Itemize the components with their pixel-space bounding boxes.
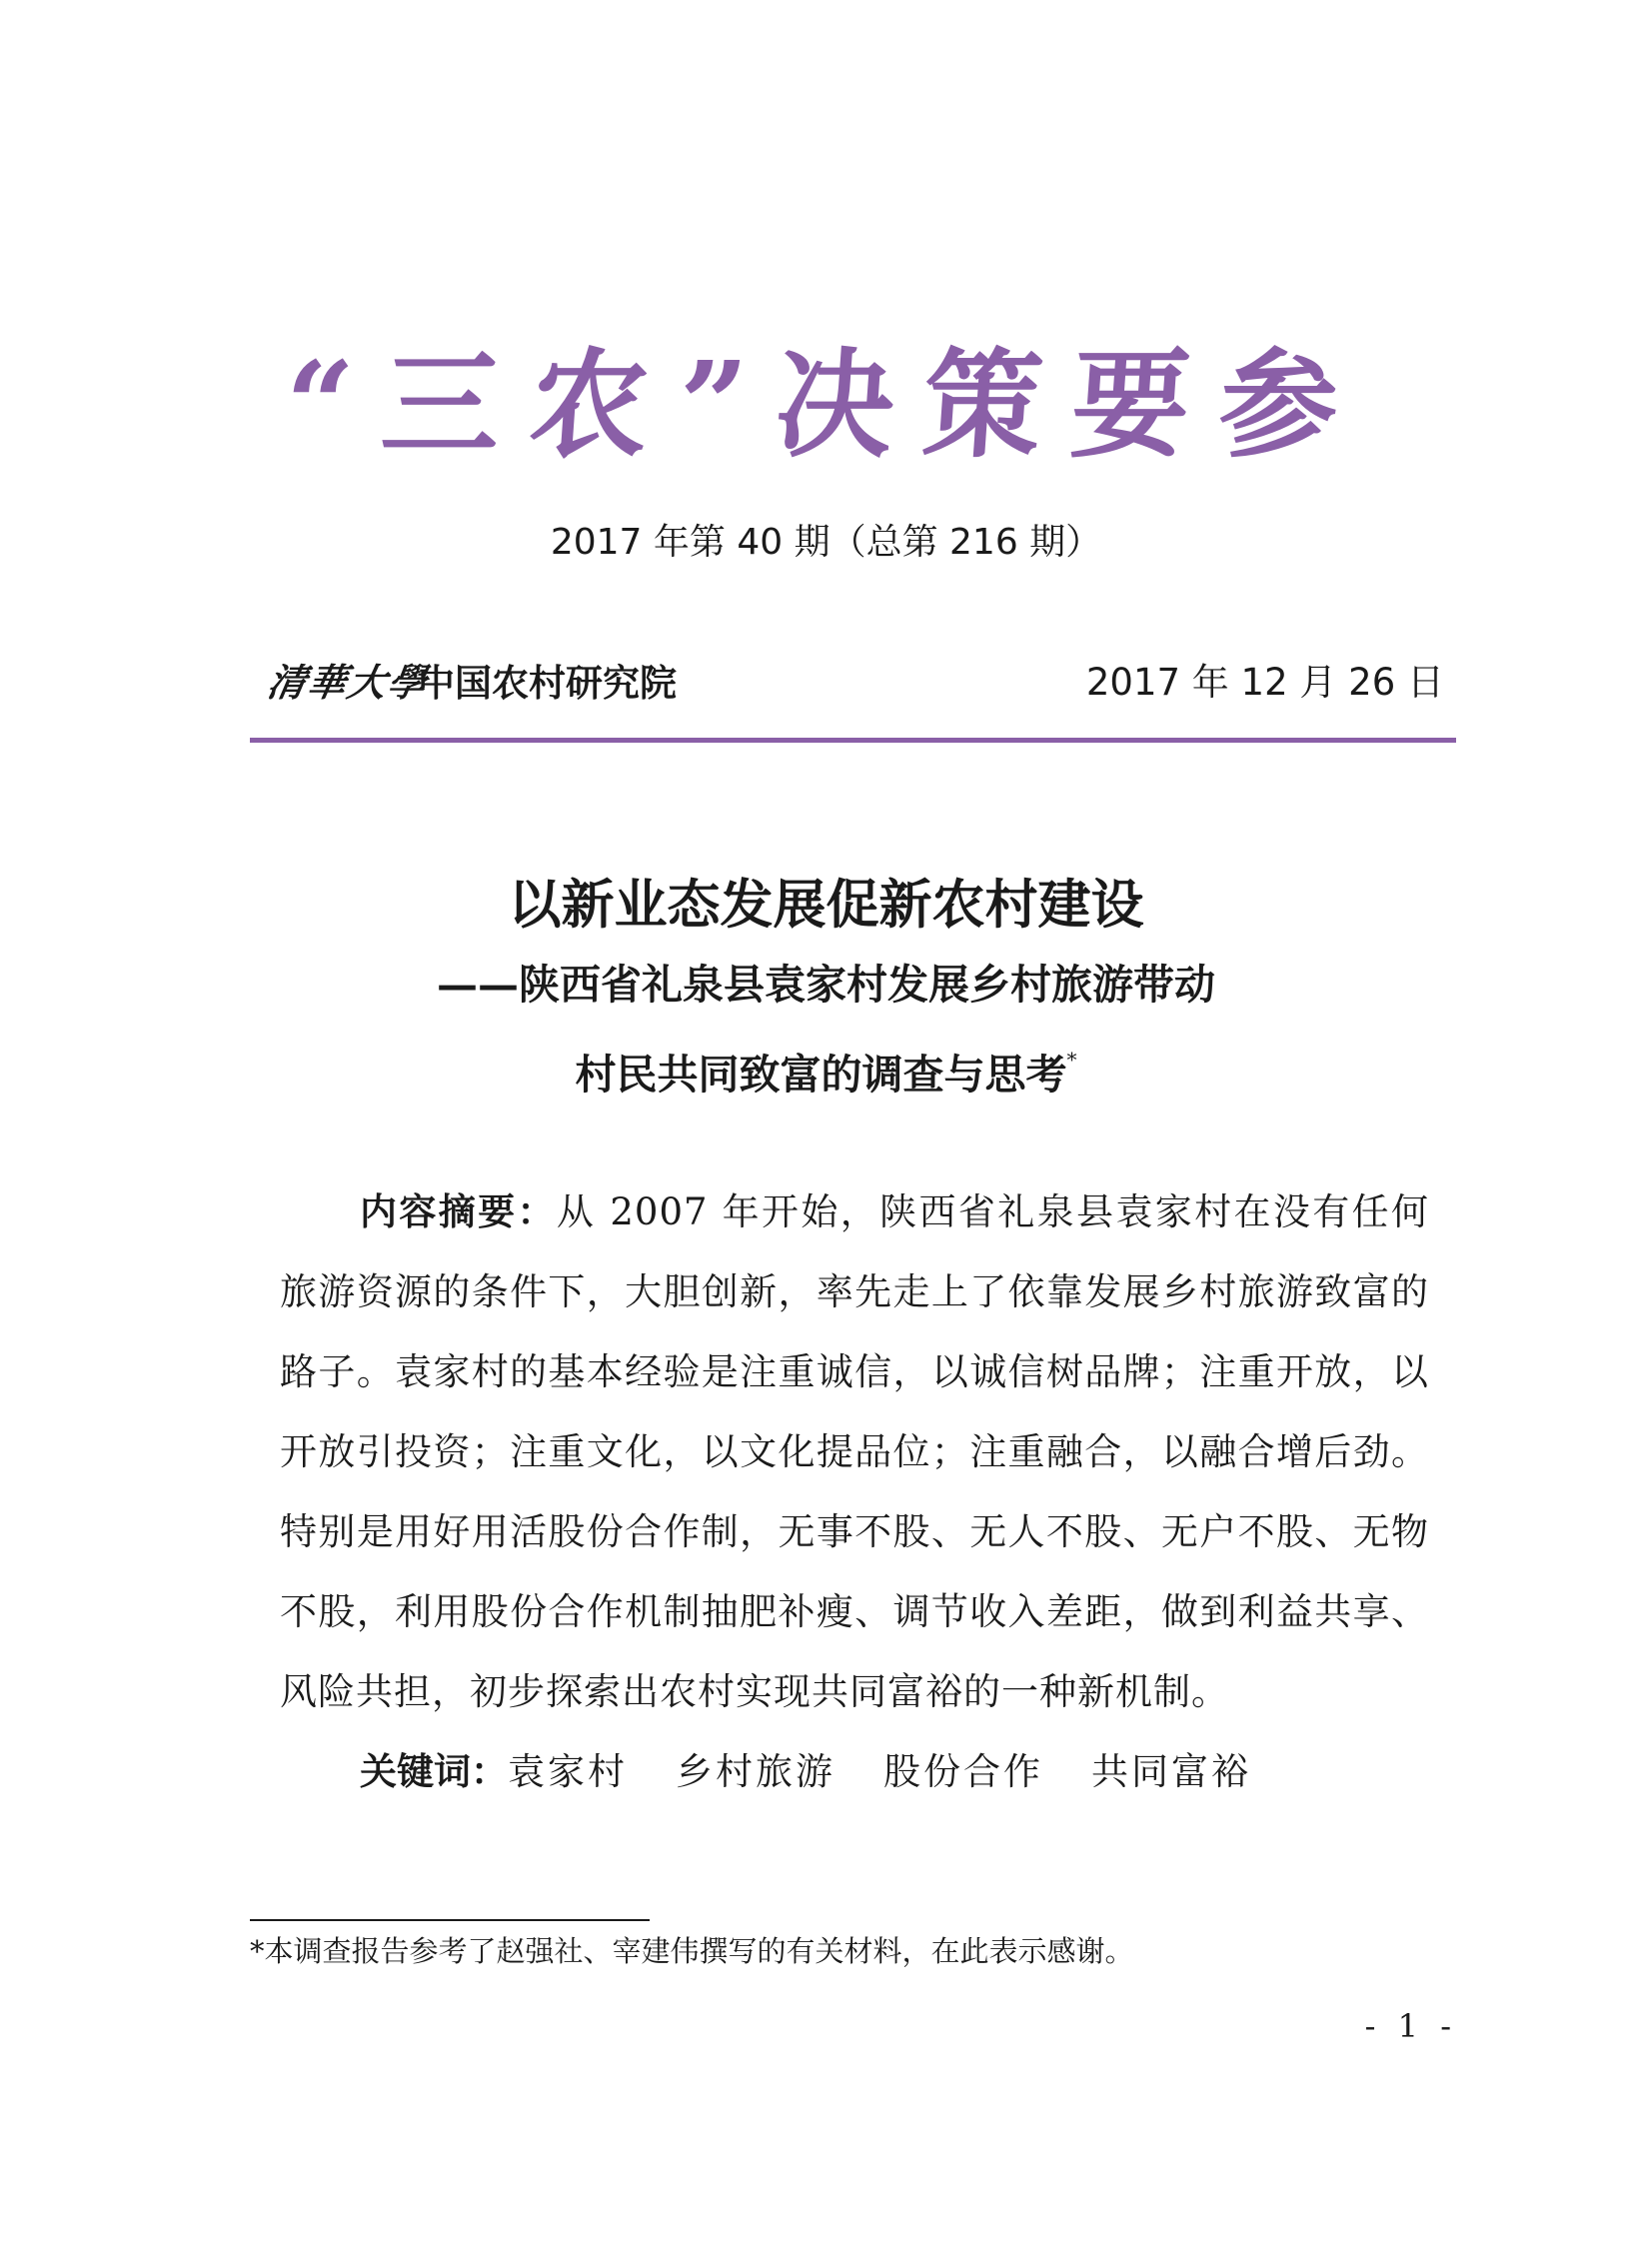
abstract-text: 从 2007 年开始，陕西省礼泉县袁家村在没有任何旅游资源的条件下，大胆创新，率先走上了依靠发展乡村旅游致富的路子。袁家村的基本经验是注重诚信，以诚信树品牌；注重开放，以开放引投资；注重文化，以文化提品位；注重融合，以融合增后劲。特别是用好用活股份合作制，无事不股、无人不股、无户不股、无物不股，利用股份合作机制抽肥补瘦、调节收入差距，做到利益共享、风险共担，初步探索出农村实现共同富裕的一种新机制。	[280, 1190, 1430, 1713]
keyword-item: 乡村旅游	[676, 1750, 835, 1793]
abstract	[280, 1172, 1429, 1732]
university-logo: 清華大學	[264, 660, 433, 705]
publication-date: 2017 年 12 月 26 日	[1085, 661, 1444, 704]
article-title: 以新业态发展促新农村建设	[508, 874, 1144, 936]
header-divider	[250, 738, 1456, 743]
keywords-label: 关键词：	[360, 1750, 508, 1793]
keywords	[360, 1732, 1299, 1812]
keyword-item: 共同富裕	[1091, 1750, 1251, 1793]
abstract-label: 内容摘要：	[360, 1190, 557, 1233]
subtitle-line2-text: 村民共同致富的调查与思考	[575, 1051, 1067, 1099]
page-number: - 1 -	[1364, 2007, 1457, 2045]
article-subtitle-line2	[0, 1030, 1652, 1105]
footnote-divider	[250, 1919, 650, 1921]
issue-number: 2017 年第 40 期（总第 216 期）	[550, 522, 1102, 563]
footnote: *本调查报告参考了赵强社、宰建伟撰写的有关材料，在此表示感谢。	[250, 1934, 1134, 1968]
article-subtitle-line1: ——陕西省礼泉县袁家村发展乡村旅游带动	[437, 961, 1215, 1009]
publication-masthead: “三农”决策要参	[279, 335, 1373, 474]
keyword-item: 股份合作	[883, 1750, 1043, 1793]
institute-name: 中国农村研究院	[418, 661, 677, 705]
footnote-marker: *	[1066, 1048, 1077, 1072]
keyword-item: 袁家村	[508, 1750, 628, 1793]
